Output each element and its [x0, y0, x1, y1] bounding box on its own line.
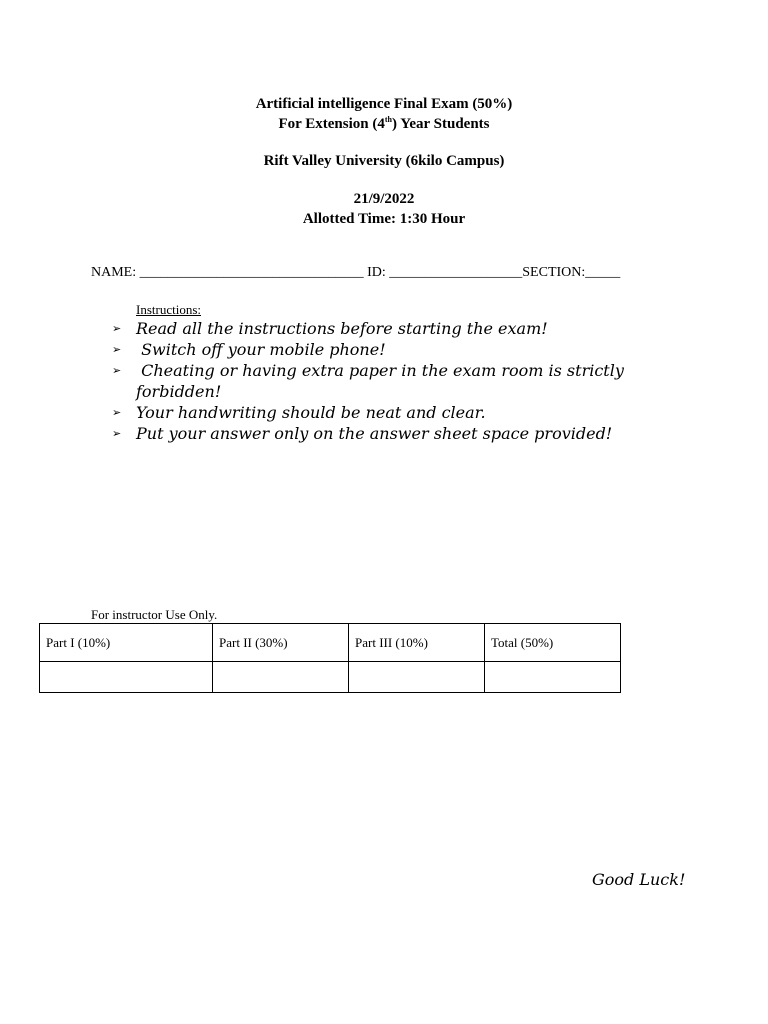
student-info-fields[interactable]: NAME: ________________________________ ID: ___________________SECTION:_____ [91, 265, 621, 280]
instructor-use-label: For instructor Use Only. [91, 607, 218, 622]
instruction-text: Switch off your mobile phone! [136, 340, 386, 359]
instruction-item [112, 360, 672, 402]
audience-line [0, 115, 768, 133]
score-header-total: Total (50%) [485, 624, 621, 662]
instruction-text: Read all the instructions before starting the exam! [136, 319, 548, 338]
score-table-blank-row [40, 662, 621, 693]
instructions-list [112, 318, 672, 444]
good-luck-note: Good Luck! [592, 870, 686, 889]
instruction-text: Cheating or having extra paper in the exam room is strictly forbidden! [136, 361, 629, 401]
arrow-bullet-icon: ➢ [112, 364, 122, 377]
instruction-item [112, 402, 672, 423]
exam-date: 21/9/2022 [353, 191, 415, 207]
instructions-heading: Instructions: [136, 302, 201, 317]
score-header-part-2: Part II (30%) [213, 624, 349, 662]
score-header-part-3: Part III (10%) [349, 624, 485, 662]
instruction-item [112, 339, 672, 360]
score-table-header-row [40, 624, 621, 662]
score-cell-total[interactable] [485, 662, 621, 693]
score-cell-part-1[interactable] [40, 662, 213, 693]
instruction-item [112, 318, 672, 339]
arrow-bullet-icon: ➢ [112, 427, 122, 440]
score-cell-part-3[interactable] [349, 662, 485, 693]
arrow-bullet-icon: ➢ [112, 406, 122, 419]
audience-suffix: ) Year Students [392, 116, 490, 132]
instruction-item [112, 423, 672, 444]
instruction-text: Put your answer only on the answer sheet space provided! [136, 424, 613, 443]
score-cell-part-2[interactable] [213, 662, 349, 693]
audience-prefix: For Extension (4 [278, 116, 385, 132]
score-header-part-1: Part I (10%) [40, 624, 213, 662]
university-name: Rift Valley University (6kilo Campus) [263, 153, 505, 169]
arrow-bullet-icon: ➢ [112, 322, 122, 335]
exam-title: Artificial intelligence Final Exam (50%) [255, 96, 513, 112]
audience-ordinal-superscript: th [384, 115, 392, 124]
allotted-time: Allotted Time: 1:30 Hour [302, 211, 466, 227]
arrow-bullet-icon: ➢ [112, 343, 122, 356]
instruction-text: Your handwriting should be neat and clear. [136, 403, 486, 422]
score-table [39, 623, 621, 693]
